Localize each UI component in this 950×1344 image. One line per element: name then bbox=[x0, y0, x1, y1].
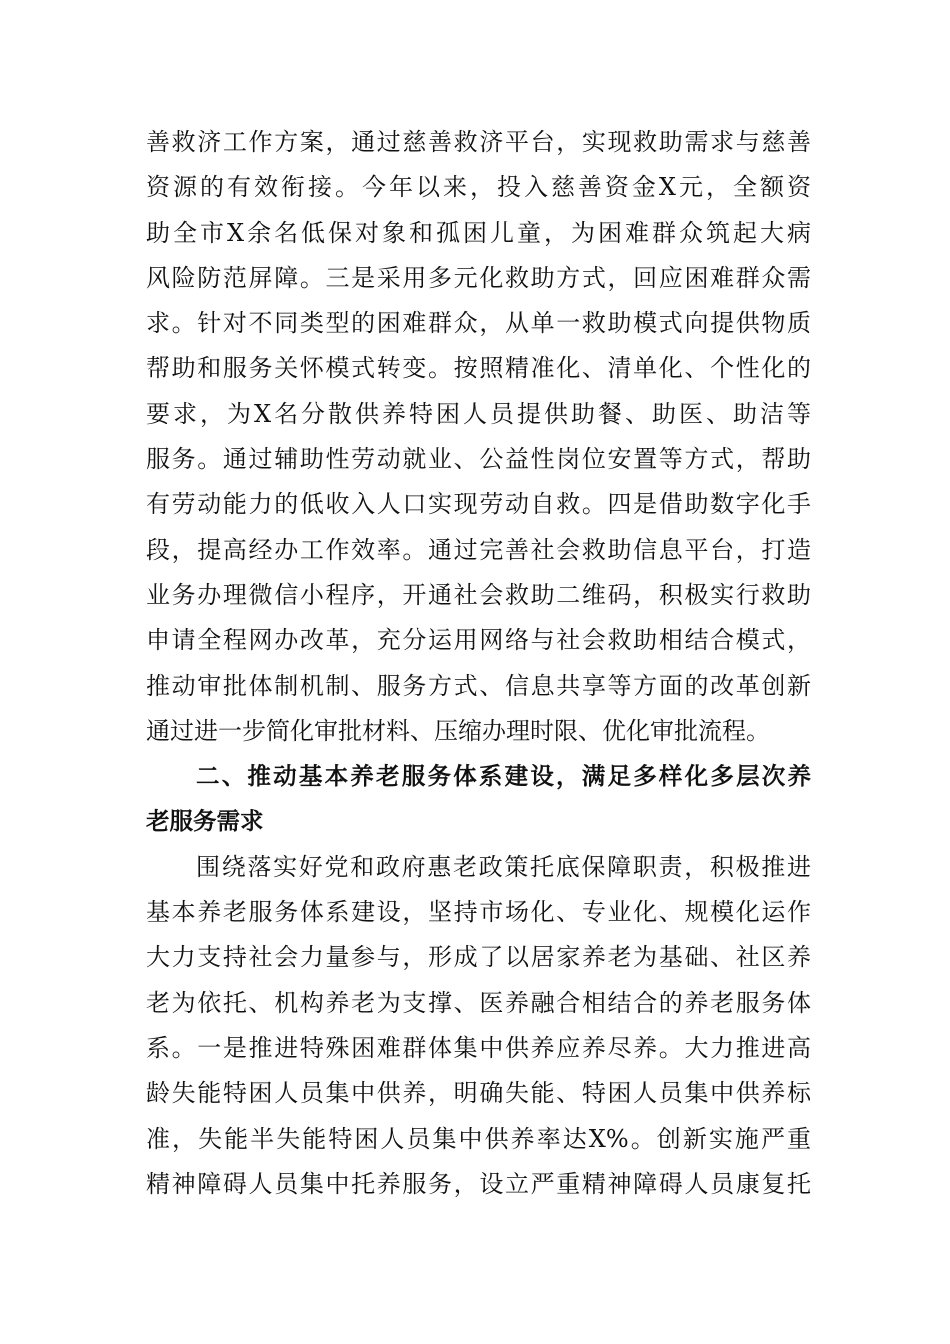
text-line: 求。针对不同类型的困难群众，从单一救助模式向提供物质 bbox=[146, 309, 811, 338]
text-line: 服务。通过辅助性劳动就业、公益性岗位安置等方式，帮助 bbox=[146, 445, 811, 474]
text-line: 基本养老服务体系建设，坚持市场化、专业化、规模化运作 bbox=[146, 898, 811, 927]
text-line: 老为依托、机构养老为支撑、医养融合相结合的养老服务体 bbox=[146, 988, 811, 1017]
text-line: 善救济工作方案，通过慈善救济平台，实现救助需求与慈善 bbox=[146, 128, 811, 156]
text-line: 要求，为X名分散供养特困人员提供助餐、助医、助洁等 bbox=[146, 399, 811, 428]
text-line: 龄失能特困人员集中供养，明确失能、特困人员集中供养标 bbox=[146, 1079, 811, 1108]
paragraph-social-assistance bbox=[146, 120, 811, 754]
section-heading bbox=[146, 754, 811, 845]
text-line: 大力支持社会力量参与，形成了以居家养老为基础、社区养 bbox=[146, 943, 811, 972]
text-line: 围绕落实好党和政府惠老政策托底保障职责，积极推进 bbox=[196, 852, 811, 881]
text-line: 助全市X余名低保对象和孤困儿童，为困难群众筑起大病 bbox=[146, 218, 811, 247]
paragraph-elderly-care bbox=[146, 845, 811, 1207]
text-line: 精神障碍人员集中托养服务，设立严重精神障碍人员康复托 bbox=[146, 1169, 811, 1198]
text-line: 风险防范屏障。三是采用多元化救助方式，回应困难群众需 bbox=[146, 263, 811, 292]
text-line: 有劳动能力的低收入人口实现劳动自救。四是借助数字化手 bbox=[146, 490, 811, 519]
text-line: 系。一是推进特殊困难群体集中供养应养尽养。大力推进高 bbox=[146, 1033, 811, 1062]
heading-line: 二、推动基本养老服务体系建设，满足多样化多层次养 bbox=[196, 762, 811, 791]
text-line: 通过进一步简化审批材料、压缩办理时限、优化审批流程。 bbox=[146, 716, 770, 745]
text-line: 准，失能半失能特困人员集中供养率达X%。创新实施严重 bbox=[146, 1124, 811, 1153]
text-line: 推动审批体制机制、服务方式、信息共享等方面的改革创新 bbox=[146, 671, 811, 700]
text-line: 业务办理微信小程序，开通社会救助二维码，积极实行救助 bbox=[146, 580, 811, 609]
text-line: 帮助和服务关怀模式转变。按照精准化、清单化、个性化的 bbox=[146, 354, 811, 383]
document-body bbox=[146, 120, 811, 1207]
text-line: 段，提高经办工作效率。通过完善社会救助信息平台，打造 bbox=[146, 535, 811, 564]
heading-line: 老服务需求 bbox=[146, 807, 264, 836]
text-line: 资源的有效衔接。今年以来，投入慈善资金X元，全额资 bbox=[146, 173, 811, 202]
text-line: 申请全程网办改革，充分运用网络与社会救助相结合模式， bbox=[146, 626, 811, 655]
